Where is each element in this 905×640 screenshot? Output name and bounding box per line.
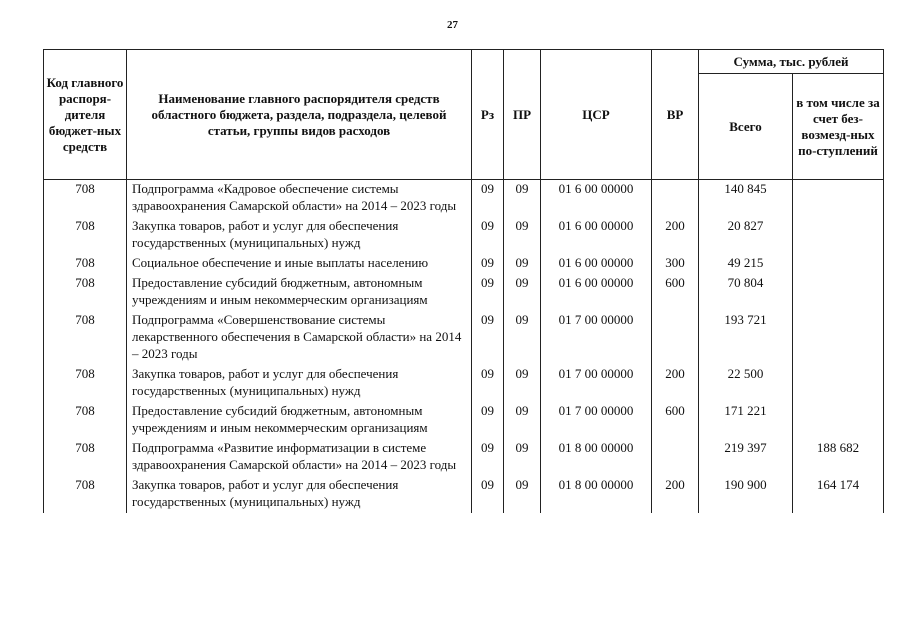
cell-code: 708 bbox=[44, 476, 127, 513]
cell-incl bbox=[793, 311, 884, 365]
cell-csr: 01 6 00 00000 bbox=[541, 217, 652, 254]
cell-name: Подпрограмма «Совершенствование системы лекарственного обеспечения в Самарской области» на 2014 – 2023 годы bbox=[127, 311, 472, 365]
cell-incl bbox=[793, 254, 884, 274]
cell-name: Подпрограмма «Развитие информатизации в системе здравоохранения Самарской области» на 2014 – 2023 годы bbox=[127, 439, 472, 476]
cell-vr bbox=[652, 311, 699, 365]
cell-csr: 01 6 00 00000 bbox=[541, 274, 652, 311]
cell-rz: 09 bbox=[472, 365, 504, 402]
cell-vr: 600 bbox=[652, 402, 699, 439]
table-row bbox=[44, 254, 884, 274]
header-name-line1: Наименование главного распорядителя средств bbox=[158, 90, 440, 106]
header-sum: Сумма, тыс. рублей bbox=[699, 50, 884, 74]
cell-vr: 200 bbox=[652, 217, 699, 254]
header-csr: ЦСР bbox=[541, 50, 652, 180]
cell-name: Закупка товаров, работ и услуг для обеспечения государственных (муниципальных) нужд bbox=[127, 217, 472, 254]
budget-table bbox=[43, 49, 884, 513]
cell-total: 22 500 bbox=[699, 365, 793, 402]
header-code: Код главного распоря-дителя бюджет-ных средств bbox=[44, 50, 127, 180]
cell-code: 708 bbox=[44, 311, 127, 365]
header-rz: Рз bbox=[472, 50, 504, 180]
cell-total: 140 845 bbox=[699, 180, 793, 218]
cell-total: 70 804 bbox=[699, 274, 793, 311]
cell-name: Закупка товаров, работ и услуг для обеспечения государственных (муниципальных) нужд bbox=[127, 476, 472, 513]
cell-total: 219 397 bbox=[699, 439, 793, 476]
cell-name: Социальное обеспечение и иные выплаты населению bbox=[127, 254, 472, 274]
table-row bbox=[44, 365, 884, 402]
table-row bbox=[44, 439, 884, 476]
cell-pr: 09 bbox=[504, 439, 541, 476]
cell-total: 171 221 bbox=[699, 402, 793, 439]
cell-total: 20 827 bbox=[699, 217, 793, 254]
cell-pr: 09 bbox=[504, 217, 541, 254]
cell-pr: 09 bbox=[504, 402, 541, 439]
header-total: Всего bbox=[699, 74, 793, 180]
cell-name: Предоставление субсидий бюджетным, автономным учреждениям и иным некоммерческим организациям bbox=[127, 402, 472, 439]
cell-pr: 09 bbox=[504, 180, 541, 218]
cell-csr: 01 7 00 00000 bbox=[541, 311, 652, 365]
cell-total: 193 721 bbox=[699, 311, 793, 365]
header-name-line2: областного бюджета, раздела, подраздела, целевой статьи, группы видов расходов bbox=[151, 106, 447, 138]
cell-code: 708 bbox=[44, 439, 127, 476]
header-pr: ПР bbox=[504, 50, 541, 180]
cell-csr: 01 8 00 00000 bbox=[541, 439, 652, 476]
cell-csr: 01 7 00 00000 bbox=[541, 365, 652, 402]
cell-code: 708 bbox=[44, 254, 127, 274]
cell-code: 708 bbox=[44, 217, 127, 254]
cell-incl: 164 174 bbox=[793, 476, 884, 513]
cell-name: Подпрограмма «Кадровое обеспечение системы здравоохранения Самарской области» на 2014 – 2023 годы bbox=[127, 180, 472, 218]
table-row bbox=[44, 476, 884, 513]
cell-rz: 09 bbox=[472, 217, 504, 254]
cell-pr: 09 bbox=[504, 274, 541, 311]
cell-rz: 09 bbox=[472, 476, 504, 513]
cell-rz: 09 bbox=[472, 439, 504, 476]
cell-csr: 01 6 00 00000 bbox=[541, 180, 652, 218]
cell-name: Закупка товаров, работ и услуг для обеспечения государственных (муниципальных) нужд bbox=[127, 365, 472, 402]
table-row bbox=[44, 402, 884, 439]
cell-code: 708 bbox=[44, 402, 127, 439]
cell-vr bbox=[652, 180, 699, 218]
cell-pr: 09 bbox=[504, 311, 541, 365]
cell-vr bbox=[652, 439, 699, 476]
cell-pr: 09 bbox=[504, 476, 541, 513]
header-vr: ВР bbox=[652, 50, 699, 180]
table-row bbox=[44, 311, 884, 365]
cell-name: Предоставление субсидий бюджетным, автономным учреждениям и иным некоммерческим организациям bbox=[127, 274, 472, 311]
cell-incl bbox=[793, 402, 884, 439]
header-name bbox=[127, 50, 472, 180]
cell-csr: 01 7 00 00000 bbox=[541, 402, 652, 439]
table-row bbox=[44, 180, 884, 218]
table-body bbox=[44, 180, 884, 514]
table-row bbox=[44, 217, 884, 254]
cell-csr: 01 8 00 00000 bbox=[541, 476, 652, 513]
cell-incl: 188 682 bbox=[793, 439, 884, 476]
cell-incl bbox=[793, 274, 884, 311]
cell-code: 708 bbox=[44, 365, 127, 402]
cell-incl bbox=[793, 217, 884, 254]
cell-pr: 09 bbox=[504, 254, 541, 274]
page-number: 27 bbox=[447, 19, 458, 31]
cell-vr: 200 bbox=[652, 365, 699, 402]
cell-incl bbox=[793, 365, 884, 402]
cell-rz: 09 bbox=[472, 402, 504, 439]
header-incl: в том числе за счет без-возмезд-ных по-ступлений bbox=[793, 74, 884, 180]
cell-total: 49 215 bbox=[699, 254, 793, 274]
cell-rz: 09 bbox=[472, 274, 504, 311]
cell-vr: 200 bbox=[652, 476, 699, 513]
cell-csr: 01 6 00 00000 bbox=[541, 254, 652, 274]
cell-code: 708 bbox=[44, 180, 127, 218]
table-row bbox=[44, 274, 884, 311]
cell-rz: 09 bbox=[472, 180, 504, 218]
cell-pr: 09 bbox=[504, 365, 541, 402]
cell-rz: 09 bbox=[472, 311, 504, 365]
cell-total: 190 900 bbox=[699, 476, 793, 513]
cell-vr: 300 bbox=[652, 254, 699, 274]
cell-rz: 09 bbox=[472, 254, 504, 274]
cell-code: 708 bbox=[44, 274, 127, 311]
cell-incl bbox=[793, 180, 884, 218]
cell-vr: 600 bbox=[652, 274, 699, 311]
